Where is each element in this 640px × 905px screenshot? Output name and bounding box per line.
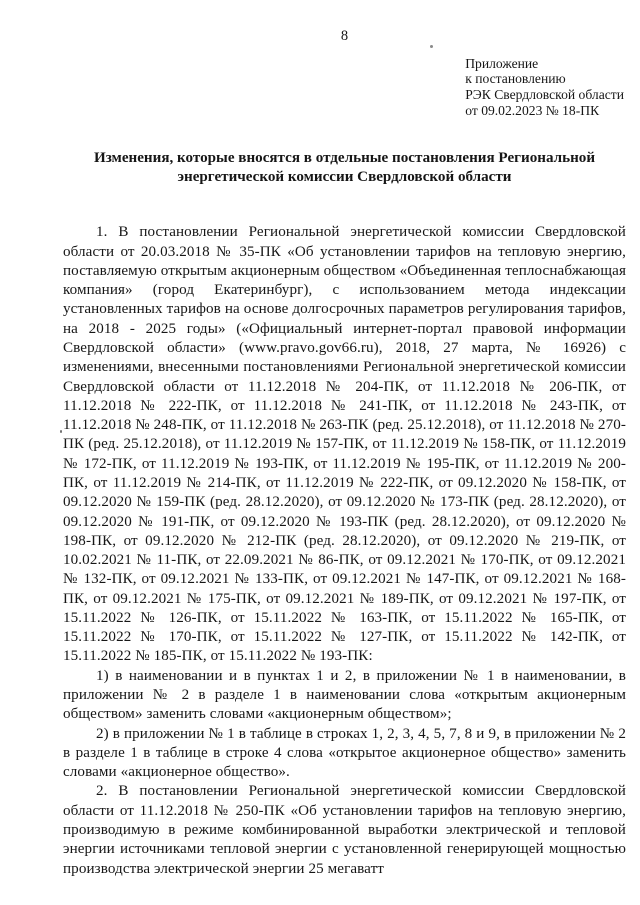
paragraph-2: 2. В постановлении Региональной энергетической комиссии Свердловской области от 11.12.2018 № 250-ПК «Об установлении тарифов на тепловую энергию, производимую в режиме комбинированной выработки электрической и тепловой энергии источниками тепловой энергии с установленной генерирующей мощностью производства электрической энергии 25 мегаватт [63,783,626,877]
subparagraph-2: 2) в приложении № 1 в таблице в строках 1, 2, 3, 4, 5, 7, 8 и 9, в приложении № 2 в разделе 1 в таблице в строке 4 слова «открытое акционерное общество» заменить словами «акционерное общество». [63,725,626,781]
appendix-reference [465,56,624,119]
document-body [63,223,626,879]
appendix-line: Приложение [465,55,539,71]
page-number: 8 [340,28,349,44]
appendix-line: РЭК Свердловской области [465,86,624,102]
appendix-line: от 09.02.2023 № 18-ПК [465,102,600,118]
scan-speck [60,430,62,433]
paragraph-1: 1. В постановлении Региональной энергетической комиссии Свердловской области от 20.03.2018 № 35-ПК «Об установлении тарифов на тепловую энергию, поставляемую открытым акционерным обществом «Объединенная теплоснабжающая компания» (город Екатеринбург), с использованием метода индексации установленных тарифов на основе долгосрочных параметров регулирования тарифов, на 2018 - 2025 годы» («Официальный интернет-портал правовой информации Свердловской области» (www.pravo.gov66.ru), 2018, 27 марта, № 16926) с изменениями, внесенными постановлениями Региональной энергетической комиссии Свердловской области от 11.12.2018 № 204-ПК, от 11.12.2018 № 206-ПК, от 11.12.2018 № 222-ПК, от 11.12.2018 № 241-ПК, от 11.12.2018 № 243-ПК, от 11.12.2018 № 248-ПК, от 11.12.2018 № 263-ПК (ред. 25.12.2018), от 11.12.2018 № 270-ПК (ред. 25.12.2018), от 11.12.2019 № 157-ПК, от 11.12.2019 № 158-ПК, от 11.12.2019 № 172-ПК, от 11.12.2019 № 193-ПК, от 11.12.2019 № 195-ПК, от 11.12.2019 № 200-ПК, от 11.12.2019 № 214-ПК, от 11.12.2019 № 222-ПК, от 09.12.2020 № 158-ПК, от 09.12.2020 № 159-ПК (ред. 28.12.2020), от 09.12.2020 № 173-ПК (ред. 28.12.2020), от 09.12.2020 № 191-ПК, от 09.12.2020 № 193-ПК (ред. 28.12.2020), от 09.12.2020 № 198-ПК, от 09.12.2020 № 212-ПК (ред. 28.12.2020), от 09.12.2020 № 219-ПК, от 10.02.2021 № 11-ПК, от 22.09.2021 № 86-ПК, от 09.12.2021 № 170-ПК, от 09.12.2021 № 132-ПК, от 09.12.2021 № 133-ПК, от 09.12.2021 № 147-ПК, от 09.12.2021 № 168-ПК, от 09.12.2021 № 175-ПК, от 09.12.2021 № 189-ПК, от 09.12.2021 № 197-ПК, от 15.11.2022 № 126-ПК, от 15.11.2022 № 163-ПК, от 15.11.2022 № 165-ПК, от 15.11.2022 № 170-ПК, от 15.11.2022 № 127-ПК, от 15.11.2022 № 142-ПК, от 15.11.2022 № 185-ПК, от 15.11.2022 № 193-ПК: [63,224,626,665]
scan-speck [430,45,433,48]
document-title: Изменения, которые вносятся в отдельные постановления Региональной энергетической комиссии Свердловской области [93,150,596,186]
appendix-line: к постановлению [465,71,566,87]
subparagraph-1: 1) в наименовании и в пунктах 1 и 2, в приложении № 1 в наименовании, в приложении № 2 в разделе 1 в наименовании слова «открытым акционерным обществом» заменить словами «акционерным обществом»; [63,667,626,723]
